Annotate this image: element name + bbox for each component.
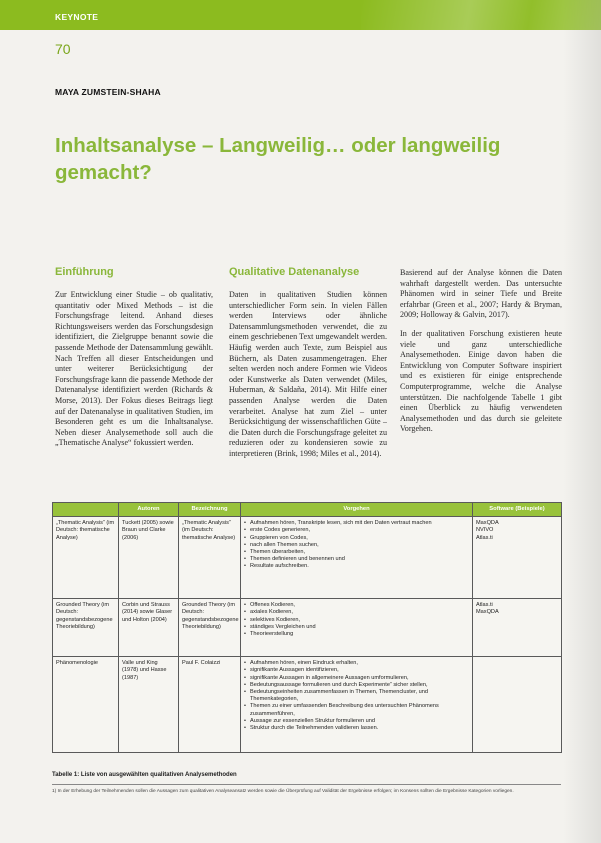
method-software: MaxQDA NVIVO Atlas.ti [473,517,562,599]
paragraph: In der qualitativen Forschung existieren heute viele und ganz unterschiedliche Analysemethoden. Einige davon haben die Entwicklung von Computer Software inspiriert und es existieren für einige entsprechende Computerprogramme, welche die Analyse unterstützen. Die nachfolgende Tabelle 1 gibt einen Überblick zu häufig verwendeten Analysemethoden und das durch sie geleitete Vorgehen. [400,328,562,434]
column-3 [400,268,562,496]
method-label: Paul F. Colaizzi [179,657,241,753]
list-item: • Aufnahmen hören, einen Eindruck erhalten, [244,660,469,667]
table-header-row [53,503,562,517]
list-item: • Aufnahmen hören, Transkripte lesen, sich mit den Daten vertraut machen [244,520,469,527]
section-label: KEYNOTE [55,12,99,22]
list-item: • selektives Kodieren, [244,617,469,624]
method-label: „Thematic Analysis“ (im Deutsch: thematische Analyse) [179,517,241,599]
footnote-divider [52,784,561,785]
paragraph: Basierend auf der Analyse können die Daten wahrhaft dargestellt werden. Das untersuchte Phänomen wird in seiner Tiefe und Breite erfahrbar (Green et al., 2007; Hardy & Bryman, 2009; Holloway & Galvin, 2017). [400,268,562,320]
list-item: • Bedeutungsaussage formulieren und durch Experimente“ sicher stellen, [244,682,469,689]
method-steps [241,517,473,599]
list-item: • axiales Kodieren, [244,609,469,616]
method-software: Atlas.ti MaxQDA [473,599,562,657]
paragraph: Zur Entwicklung einer Studie – ob qualitativ, quantitativ oder Mixed Methods – ist die Forschungsfrage leitend. Anhand dieses Richtungsweisers werden das Forschungsdesign identifiziert, die Zielgruppe benannt sowie die passende Methode der Datensammlung gewählt. Nach Treffen all dieser Entscheidungen und unter weiterer Berücksichtigung der Forschungsfrage kann die passende Methode der Datenanalyse identifiziert werden (Richards & Morse, 2013). Der Fokus dieses Beitrags liegt auf der Datenanalyse in qualitativen Studien, im Besonderen geht es um die Inhaltsanalyse. Neben dieser Analysemethode soll auch die „Thematische Analyse“ fokussiert werden. [55,290,213,448]
method-name: „Thematic Analysis“ (im Deutsch: thematische Analyse) [53,517,119,599]
author-name: MAYA ZUMSTEIN-SHAHA [55,87,161,97]
method-name: Grounded Theory (im Deutsch: gegenstandsbezogene Theoriebildung) [53,599,119,657]
footnote: 1) In der Erhebung der Teilnehmenden sollen die Aussagen zum qualitativen Analyseansatz werden sowie die Überprüfung auf Validität der Ergebnisse erfolgen; im Konsens sollten die Ergebnisse Kategorien vorliegen. [52,789,514,794]
list-item: • signifikante Aussagen identifizieren, [244,667,469,674]
table-header: Software (Beispiele) [473,503,562,517]
table-row [53,599,562,657]
table-header: Autoren [119,503,179,517]
column-2 [229,290,387,496]
analysis-methods-table [52,502,562,753]
table-row [53,517,562,599]
method-authors: Corbin und Strauss (2014) sowie Glaser und Holton (2004) [119,599,179,657]
method-steps [241,657,473,753]
list-item: • Themen zu einer umfassenden Beschreibung des untersuchten Phänomens zusammenführen, [244,703,469,717]
method-software [473,657,562,753]
list-item: • Aussage zur essenziellen Struktur formulieren und [244,718,469,725]
method-authors: Tuckett (2005) sowie Braun und Clarke (2006) [119,517,179,599]
method-authors: Valle und King (1978) und Hasse (1987) [119,657,179,753]
method-name: Phänomenologie [53,657,119,753]
list-item: • nach allen Themen suchen, [244,542,469,549]
list-item: • Theorieerstellung [244,631,469,638]
table-header [53,503,119,517]
list-item: • Gruppieren von Codes, [244,535,469,542]
list-item: • Themen definieren und benennen und [244,556,469,563]
list-item: • ständiges Vergleichen und [244,624,469,631]
list-item: • Themen überarbeiten, [244,549,469,556]
list-item: • Resultate aufschreiben. [244,563,469,570]
page-number: 70 [55,41,71,57]
table-caption: Tabelle 1: Liste von ausgewählten qualitativen Analysemethoden [52,772,237,778]
page-gutter-shadow [563,0,601,843]
table-row [53,657,562,753]
method-steps [241,599,473,657]
list-item: • Struktur durch die Teilnehmenden validieren lassen. [244,725,469,732]
heading-qualitative-datenanalyse: Qualitative Datenanalyse [229,266,360,278]
table-header: Bezeichnung [179,503,241,517]
column-1 [55,290,213,496]
list-item: • signifikante Aussagen in allgemeinere Aussagen umformulieren, [244,675,469,682]
list-item: • Offenes Kodieren, [244,602,469,609]
table-header: Vorgehen [241,503,473,517]
heading-einfuehrung: Einführung [55,266,114,278]
article-title: Inhaltsanalyse – Langweilig… oder langweilig gemacht? [55,134,501,184]
method-label: Grounded Theory (im Deutsch: gegenstandsbezogene Theoriebildung) [179,599,241,657]
paragraph: Daten in qualitativen Studien können unterschiedlicher Form sein. In vielen Fällen werden Interviews oder ähnliche Datensammlungsmethoden verwendet, die zu einem geschriebenen Text umgewandelt werden. Häufig werden auch Texte, zum Beispiel aus Büchern, als Daten zusammengetragen. Eher selten werden noch andere Formen wie Videos oder Kunstwerke als Daten verwendet (Miles, Huberman, & Saldaña, 2014). Mit Hilfe einer passenden Analyse werden die Daten verarbeitet. Analyse hat zum Ziel – unter Berücksichtigung der wissenschaftlichen Güte – die Daten durch die Forschungsfrage geleitet zu reduzieren oder zu kondensieren sowie zu interpretieren (Brink, 1998; Miles et al., 2014). [229,290,387,458]
list-item: • erste Codes generieren, [244,527,469,534]
list-item: • Bedeutungseinheiten zusammenfassen in Themen, Themencluster, und Themenkategorien, [244,689,469,703]
